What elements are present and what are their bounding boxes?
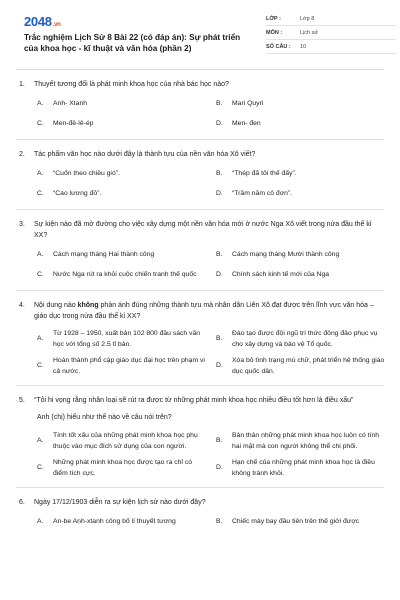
option-letter: A.: [37, 169, 44, 177]
question-text: [16, 149, 384, 160]
question-text: [16, 79, 384, 90]
option-letter: C.: [37, 362, 44, 370]
question-emphasis: không: [77, 302, 99, 309]
question-body: Ngày 17/12/1903 diễn ra sự kiện lịch sử nào dưới đây?: [34, 499, 206, 506]
option-a[interactable]: [37, 329, 210, 350]
question-number: 3.: [19, 221, 25, 228]
meta-key: LỚP :: [266, 15, 281, 22]
option-b[interactable]: [216, 97, 389, 111]
question-3: [16, 210, 384, 291]
option-letter: B.: [216, 250, 223, 258]
options: [16, 167, 384, 201]
logo-main: 2048: [24, 14, 52, 29]
meta-info: [266, 12, 396, 54]
site-logo[interactable]: [24, 14, 61, 29]
question-text: [16, 219, 384, 241]
option-letter: C.: [37, 270, 44, 278]
option-letter: A.: [37, 335, 44, 343]
question-number: 1.: [19, 81, 25, 88]
options: [16, 97, 384, 131]
question-text: [16, 395, 384, 406]
option-text: Bản thân những phát minh khoa học luôn có tính hai mặt mà con người không thể chi phối.: [232, 432, 380, 450]
option-letter: A.: [37, 517, 44, 525]
question-2: [16, 140, 384, 210]
options: [16, 248, 384, 282]
logo-suffix: .vn: [52, 22, 61, 28]
option-letter: D.: [216, 464, 223, 472]
question-subtext: Anh (chị) hiểu như thế nào về câu nói trên?: [37, 414, 172, 421]
question-1: [16, 70, 384, 140]
option-text: Hoàn thành phổ cập giáo dục đại học trên phạm vi cả nước.: [53, 357, 205, 375]
option-letter: B.: [216, 169, 223, 177]
meta-value: 10: [300, 43, 307, 50]
question-body-end: phản ánh đúng những thành tựu mà nhân dân Liên Xô đạt được trên lĩnh vực văn hóa – giáo dục trong nửa đầu thế kỉ XX?: [34, 302, 374, 320]
question-body: Tác phẩm văn học nào dưới đây là thành tựu của nền văn hóa Xô viết?: [34, 151, 256, 158]
option-letter: C.: [37, 464, 44, 472]
meta-row-count: [266, 40, 396, 54]
option-text: Men- đen: [232, 119, 261, 127]
question-body-start: Nội dung nào: [34, 302, 78, 309]
option-text: An-be Anh-xtanh công bố lí thuyết tương: [53, 517, 176, 525]
question-number: 2.: [19, 151, 25, 158]
option-text: Mari Quyri: [232, 99, 264, 107]
question-list: [16, 70, 384, 537]
meta-key: SỐ CÂU :: [266, 43, 291, 50]
option-letter: D.: [216, 362, 223, 370]
option-d[interactable]: [216, 356, 389, 377]
option-letter: A.: [37, 99, 44, 107]
question-body: Sự kiện nào đã mở đường cho việc xây dựng một nền văn hóa mới ở nước Nga Xô viết trong nửa đầu thế kỉ XX?: [34, 221, 372, 239]
option-text: Nước Nga rút ra khỏi cuộc chiến tranh thế quốc: [53, 270, 197, 278]
option-text: “Cao lương đỏ”.: [53, 189, 102, 197]
option-d[interactable]: [216, 458, 389, 479]
option-a[interactable]: [37, 515, 210, 529]
option-letter: B.: [216, 517, 223, 525]
question-body: Thuyết tương đối là phát minh khoa học của nhà bác học nào?: [34, 81, 229, 88]
option-b[interactable]: [216, 515, 389, 529]
option-text: “Thép đã tôi thế đấy”.: [232, 169, 297, 177]
option-text: Tính tốt xấu của những phát minh khoa học phụ thuộc vào mục đích sử dụng của con người.: [53, 432, 198, 450]
option-text: Chính sách kinh tế mới của Nga: [232, 270, 330, 278]
question-text: [16, 300, 384, 322]
option-c[interactable]: [37, 268, 210, 282]
option-d[interactable]: [216, 268, 389, 282]
option-text: Xóa bỏ tình trạng mù chữ, phát triển hệ thống giáo dục quốc dân.: [232, 357, 385, 375]
option-text: Từ 1928 – 1950, xuất bản 102 800 đầu sách văn học với tổng số 2.5 tỉ bản.: [53, 330, 201, 348]
meta-row-subject: [266, 26, 396, 40]
option-text: Chiếc máy bay đầu tiên trên thế giới được: [232, 517, 360, 525]
page-title: Trắc nghiệm Lịch Sử 8 Bài 22 (có đáp án): Sự phát triển của khoa học - kĩ thuật và văn hóa (phần 2): [24, 33, 241, 53]
option-a[interactable]: [37, 248, 210, 262]
question-5: [16, 386, 384, 488]
options: [16, 329, 384, 377]
question-body: “Tôi hi vọng rằng nhân loại sẽ rút ra được từ những phát minh khoa học nhiều điều tốt hơn là điều xấu”: [34, 397, 354, 404]
meta-key: MÔN :: [266, 29, 283, 36]
option-d[interactable]: [216, 187, 389, 201]
option-d[interactable]: [216, 117, 389, 131]
option-text: Những phát minh khoa học được tạo ra chỉ có điểm tích cực.: [53, 459, 192, 477]
option-letter: A.: [37, 437, 44, 445]
question-number: 4.: [19, 302, 25, 309]
option-text: “Cuốn theo chiều gió”.: [53, 169, 120, 177]
option-letter: D.: [216, 119, 223, 127]
option-b[interactable]: [216, 248, 389, 262]
option-text: “Trăm năm cô đơn”.: [232, 189, 293, 197]
option-letter: D.: [216, 189, 223, 197]
question-6: [16, 488, 384, 537]
option-letter: D.: [216, 270, 223, 278]
option-letter: B.: [216, 335, 223, 343]
option-b[interactable]: [216, 167, 389, 181]
header: [16, 0, 384, 70]
option-a[interactable]: [37, 97, 210, 111]
option-b[interactable]: [216, 329, 389, 350]
option-letter: A.: [37, 250, 44, 258]
option-letter: B.: [216, 99, 223, 107]
option-text: Cách mạng tháng Mười thành công: [232, 250, 340, 258]
option-text: Đào tạo được đội ngũ trí thức đông đảo phục vụ cho xây dựng và bảo vệ Tổ quốc.: [232, 330, 378, 348]
option-letter: C.: [37, 189, 44, 197]
options: [16, 515, 384, 529]
option-text: Men-đê-lê-ép: [53, 119, 94, 127]
question-body: [34, 300, 384, 322]
option-text: Cách mạng tháng Hai thành công: [53, 250, 155, 258]
question-4: [16, 291, 384, 386]
question-text: [16, 497, 384, 508]
option-c[interactable]: [37, 458, 210, 479]
options: [16, 431, 384, 479]
option-letter: C.: [37, 119, 44, 127]
meta-value: Lịch sử: [300, 29, 319, 36]
meta-row-class: [266, 12, 396, 26]
option-c[interactable]: [37, 117, 210, 131]
option-a[interactable]: [37, 167, 210, 181]
option-text: Anh- Xtanh: [53, 99, 88, 107]
option-c[interactable]: [37, 187, 210, 201]
option-text: Hạn chế của những phát minh khoa học là điều không tránh khỏi.: [232, 459, 375, 477]
option-c[interactable]: [37, 356, 210, 377]
meta-value: Lớp 8: [300, 15, 315, 22]
option-a[interactable]: [37, 431, 210, 452]
option-letter: B.: [216, 437, 223, 445]
option-b[interactable]: [216, 431, 389, 452]
question-number: 6.: [19, 499, 25, 506]
question-number: 5.: [19, 397, 25, 404]
